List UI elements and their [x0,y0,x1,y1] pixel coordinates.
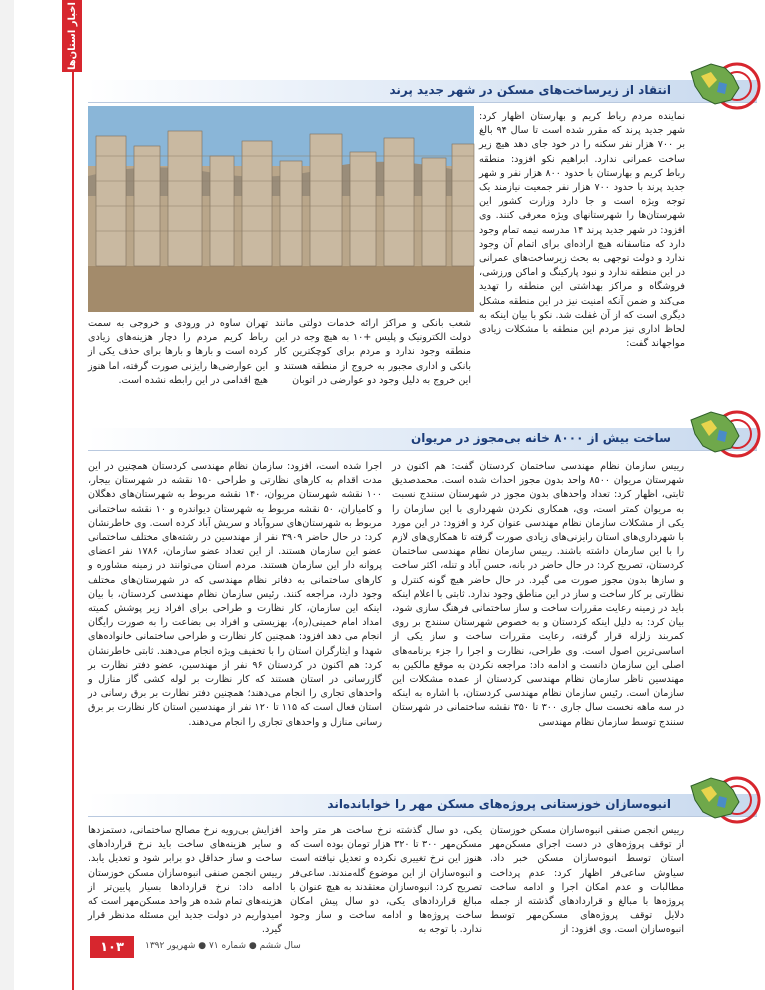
article3-column-left: افزایش بی‌رویه نرخ مصالح ساختمانی، دستمزدها و سایر هزینه‌های ساخت باید نرخ قراردادهای ساخت و ساز حداقل دو برابر شود و تعدیل یابد. رییس انجمن صنفی انبوه‌سازان مسکن خوزستان ادامه داد: نرخ قراردادها بسیار پایین‌تر از هزینه‌های تمام شده هر واحد مسکن‌مهر است که امیدواریم در دولت جدید این مسئله مدنظر قرار گیرد. [88,825,282,936]
article2-header [88,428,757,451]
section-tab [62,0,82,72]
article3-column-right: رییس انجمن صنفی انبوه‌سازان مسکن خوزستان از توقف پروژه‌های در دست اجرای مسکن‌مهر استان توسط انبوه‌سازان مسکن خبر داد. سیاوش ساعی‌فر اظهار کرد: عدم پرداخت مطالبات و عدم امکان اجرا و ادامه ساخت پروژه‌ها با مبالغ و قراردادهای گذشته از جمله دلایل توقف پروژه‌های مسکن‌مهر توسط انبوه‌سازان است. وی افزود: از [490,825,684,936]
article2-title: ساخت بیش از ۸۰۰۰ خانه بی‌مجوز در مریوان [410,431,671,445]
article1-header [88,80,757,103]
article1-title: انتقاد از زیرساخت‌های مسکن در شهر جدید پرند [389,83,671,97]
article3-column-middle: یکی، دو سال گذشته نرخ ساخت هر متر واحد مسکن‌مهر ۳۰۰ تا ۳۲۰ هزار تومان بوده است که هنوز این نرخ تغییری نکرده و تعدیل نیافته است و انبوه‌سازان از این موضوع گله‌مندند. ساعی‌فر تصریح کرد: انبوه‌سازان معتقدند به هیچ عنوان با مبالغ قراردادهای یکی، دو سال پیش امکان ساخت پروژه‌ها و ادامه ساخت و ساز وجود ندارد. با توجه به [290,825,482,936]
side-bar [0,0,14,990]
city-buildings-photo [88,106,474,312]
iran-map-emblem-icon [681,54,761,110]
red-margin-rule [72,72,74,990]
iran-map-emblem-icon [681,402,761,458]
article2-column-left: اجرا شده است، افزود: سازمان نظام مهندسی کردستان همچنین در این مدت اقدام به کارهای نظارتی و طراحی ۱۵۰ نقشه در شهرستان بیجار، ۱۰۰ نقشه شهرستان مریوان، ۱۴۰ نقشه مربوط به شهرستان‌های دهگلان و کامیاران، ۵۰ نقشه مربوط به شهرستان دیواندره و ۱۰ نقشه ساختمانی مربوط به شهرستان‌های سروآباد و سریش آباد کرده است. وی خاطرنشان کرد: در حال حاضر ۳۹۰۹ نفر از مهندسین در رشته‌های مختلف ساختمانی عضو این سازمان هستند. از این تعداد عضو سازمان، ۱۷۸۶ نفر اعضای پروانه دار این سازمان هستند. مردم استان می‌توانند در زمینه مشاوره و کارهای ساختمانی به دفاتر نظام مهندسی که در شهرستان‌های مختلف وجود دارد، مراجعه کنند. رئیس سازمان نظام مهندسی کردستان، با بیان اینکه این سازمان، کار نظارت و طراحی برای افراد زیر پوشش کمیته امداد امام خمینی(ره)، بهزیستی و افراد بی بضاعت را به صورت رایگان انجام می دهد افزود: همچنین کار نظارت و طراحی ساختمانی خانواده‌های شهدا و ایثارگران استان را با تخفیف ویژه انجام می‌دهند. ثابتی خاطرنشان کرد: هم اکنون در کردستان ۹۶ نفر از مهندسین، عضو دفتر نظارت بر گازرسانی در استان هستند که کار نظارت بر لوله کشی گاز منازل و واحدهای تجاری را انجام می‌دهند؛ همچنین دفتر نظارت بر برق رسانی در استان فعال است که ۱۱۵ تا ۱۲۰ نفر از مهندسین استان کار نظارت بر برق رسانی منازل و واحدهای تجاری را انجام می‌دهند. [88,461,383,728]
article3-header [88,794,757,817]
page-number: ۱۰۳ [90,936,134,958]
article2-column-right: رییس سازمان نظام مهندسی ساختمان کردستان گفت: هم اکنون در شهرستان مریوان ۸۵۰۰ واحد بدون مجوز احداث شده است. محمدصدیق ثابتی، اظهار کرد: تعداد واحدهای بدون مجوز در شهرستان سنندج نسبت به مریوان کمتر است، وی، همکاری نکردن شهرداری با این سازمان را یکی از مشکلات سازمان نظام مهندسی عنوان کرد و افزود: در این مورد با شهرداری‌های استان رایزنی‌های زیادی صورت گرفته تا همکاری‌های لازم را با این سازمان داشته باشند. رییس سازمان نظام مهندسی ساختمان کردستان، تصریح کرد: در حال حاضر در بانه، حسن آباد و تنله، اکثر ساخت و سازها بدون مجوز صورت می گیرد. در حال حاضر هیچ گونه کنترل و نظارتی بر کار ساخت و ساز در این مناطق وجود ندارد. ثابتی با اعلام اینکه باید در زمینه رعایت مقررات ساخت و ساز ساختمانی فرهنگ سازی شود، بیان کرد: به دلیل اینکه کردستان و به خصوص شهرستان سنندج بر روی کمربند زلزله قرار گرفته، رعایت مقررات ساخت و ساز یکی از اساسی‌ترین اصول است. وی طراحی، نظارت و اجرا را جزء برنامه‌های اصلی این سازمان دانست و ادامه داد: مراجعه نکردن به موقع مالکین به مهندسین ناظر سازمان نظام مهندسی کردستان از عمده مشکلات این سازمان است. رئیس سازمان نظام مهندسی کردستان، با اشاره به اینکه در سه ماهه نخست سال جاری ۳۰۰ تا ۳۵۰ نقشه ساختمانی در شهرستان سنندج توسط سازمان نظام مهندسی [392,461,684,728]
article1-column-right: نماینده مردم رباط کریم و بهارستان اظهار کرد: شهر جدید پرند که مقرر شده است تا سال ۹۴ بالغ بر ۷۰۰ هزار نفر سکنه را در خود جای دهد هیچ زیر ساخت عمرانی ندارد. ابراهیم نکو افزود: منطقه رباط کریم و بهارستان با حدود ۸۰۰ هزار نفر و شهر جدید پرند با حدود ۷۰۰ هزار نفر جمعیت نیازمند یک توجه ویژه است و جا دارد وزارت کشور این شهرستان‌ها را شهرستانهای ویژه معرفی کنند. وی افزود: در شهر جدید پرند ۱۴ مدرسه نیمه تمام وجود دارد که متاسفانه هیچ اراده‌ای برای اتمام آن وجود ندارد و دولت توجهی به بحث زیرساخت‌های عمرانی در این منطقه ندارد و نبود پارکینگ و اماکن ورزشی، فروشگاه و مراکز بهداشتی این منطقه را تهدید می‌کند و ضمن آنکه امنیت نیز در این منطقه مشکل دیگری است که از آن غفلت شد. نکو با بیان اینکه به لحاظ اداری نیز مردم این منطقه با مشکلات زیادی مواجهاند گفت: [479,111,685,350]
article1-column-left: تهران ساوه در ورودی و خروجی به سمت رباط کریم مردم را دچار هزینه‌های زیادی کرده است و بارها و بارها برای حذف یکی از این عوارضی‌ها رایزنی صورت گرفته، اما هنوز هیچ اقدامی در این رابطه نشده است. [88,318,268,386]
section-tab-label: اخبار استان‌ها [66,1,78,71]
article3-title: انبوه‌سازان خوزستانی پروژه‌های مسکن مهر را خوابانده‌اند [327,797,671,811]
issue-footer: سال ششم ● شماره ۷۱ ● شهریور ۱۳۹۲ [145,941,301,951]
article1-column-middle: شعب بانکی و مراکز ارائه خدمات دولتی مانند دولت الکترونیک و پلیس +۱۰ به هیچ وجه در این منطقه وجود ندارد و مردم برای کوچکترین کار بانکی و اداری مجبور به خروج از منطقه هستند و این خروج به دلیل وجود دو عوارضی در اتوبان [275,318,472,386]
iran-map-emblem-icon [681,768,761,824]
